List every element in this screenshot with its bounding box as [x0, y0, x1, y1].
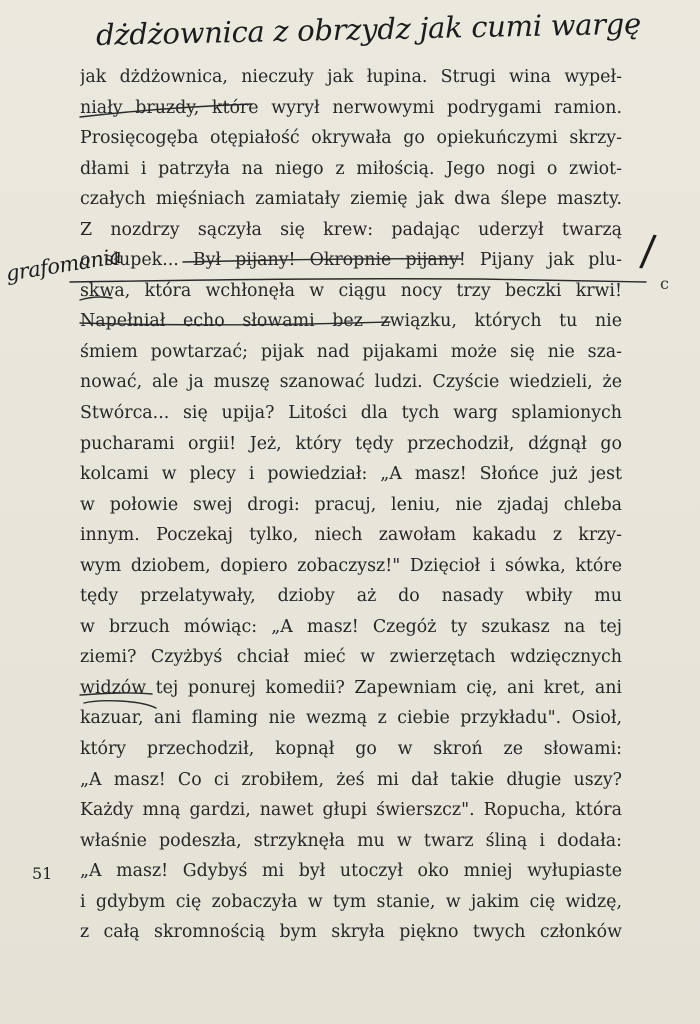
- handwritten-margin-note: grafomania: [4, 243, 124, 286]
- text-line: „A masz! Co ci zrobiłem, żeś mi dał takie długie uszy?: [80, 769, 622, 790]
- text-line: Napełniał echo słowami bez związku, których tu nie: [80, 311, 622, 332]
- margin-small-mark: c: [660, 274, 669, 293]
- body-text: [80, 62, 622, 948]
- text-line: w brzuch mówiąc: „A masz! Czegóż ty szukasz na tej: [80, 616, 622, 637]
- text-line: niały bruzdy, które wyrył nerwowymi podrygami ramion.: [80, 97, 622, 118]
- text-line: o słupek... Był pijany! Okropnie pijany! Pijany jak plu-: [80, 250, 622, 271]
- text-line: i gdybym cię zobaczyła w tym stanie, w jakim cię widzę,: [80, 891, 622, 912]
- text-line: widzów tej ponurej komedii? Zapewniam cię, ani kret, ani: [80, 677, 622, 698]
- text-line: ziemi? Czyżbyś chciał mieć w zwierzętach wdzięcznych: [80, 647, 622, 668]
- text-line: „A masz! Gdybyś mi był utoczył oko mniej wyłupiaste: [80, 861, 622, 882]
- text-line: właśnie podeszła, strzyknęła mu w twarz śliną i dodała:: [80, 830, 622, 851]
- text-line: kazuar, ani flaming nie wezmą z ciebie przykładu". Osioł,: [80, 708, 622, 729]
- text-line: który przechodził, kopnął go w skroń ze słowami:: [80, 739, 622, 760]
- text-line: wym dziobem, dopiero zobaczysz!" Dzięcioł i sówka, które: [80, 555, 622, 576]
- text-line: skwa, która wchłonęła w ciągu nocy trzy beczki krwi!: [80, 280, 622, 301]
- text-line: w połowie swej drogi: pracuj, leniu, nie zjadaj chleba: [80, 494, 622, 515]
- text-line: Z nozdrzy sączyła się krew: padając uderzył twarzą: [80, 219, 622, 240]
- text-line: innym. Poczekaj tylko, niech zawołam kakadu z krzy-: [80, 525, 622, 546]
- text-line: śmiem powtarzać; pijak nad pijakami może się nie sza-: [80, 341, 622, 362]
- text-line: jak dżdżownica, nieczuły jak łupina. Strugi wina wypeł-: [80, 67, 622, 87]
- text-line: kolcami w plecy i powiedział: „A masz! Słońce już jest: [80, 464, 622, 485]
- text-line: Stwórca... się upija? Litości dla tych warg splamionych: [80, 403, 622, 424]
- margin-slash-mark: /: [638, 225, 658, 276]
- text-line: z całą skromnością bym skryła piękno twych członków: [80, 922, 622, 943]
- text-line: Każdy mną gardzi, nawet głupi świerszcz". Ropucha, która: [80, 800, 622, 821]
- text-line: tędy przelatywały, dzioby aż do nasady wbiły mu: [80, 586, 622, 607]
- text-line: nować, ale ja muszę szanować ludzi. Czyście wiedzieli, że: [80, 372, 622, 393]
- handwritten-top-note: dżdżownica z obrzydz jak cumi wargę: [95, 6, 642, 52]
- text-line: Prosięcogęba otępiałość okrywała go opiekuńczymi skrzy-: [80, 128, 622, 149]
- text-line: dłami i patrzyła na niego z miłością. Jego nogi o zwiot-: [80, 158, 622, 179]
- text-line: pucharami orgii! Jeż, który tędy przechodził, dźgnął go: [80, 433, 622, 454]
- text-line: czałych mięśniach zamiatały ziemię jak dwa ślepe maszty.: [80, 189, 622, 210]
- page-number: 51: [32, 864, 53, 883]
